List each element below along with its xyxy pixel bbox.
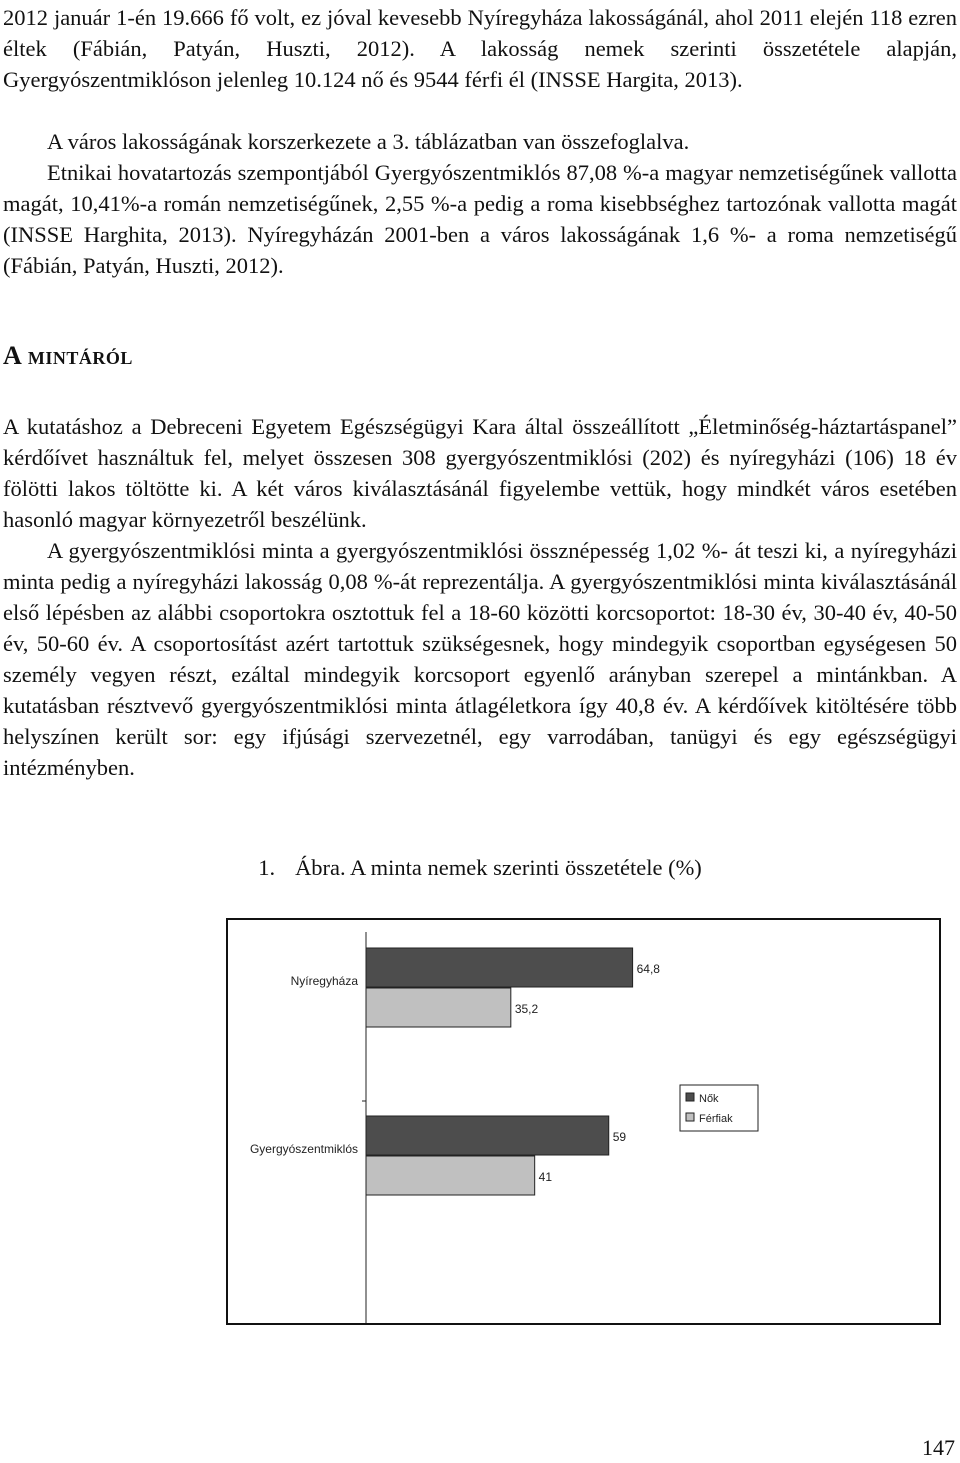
figure-number: 1. bbox=[258, 855, 276, 880]
legend-label-0: Nők bbox=[699, 1093, 719, 1105]
legend-swatch-1 bbox=[686, 1113, 694, 1121]
chart-canvas bbox=[228, 920, 939, 1323]
bar-0-1 bbox=[366, 988, 511, 1027]
figure-title: Ábra. A minta nemek szerinti összetétele (%) bbox=[295, 855, 702, 880]
legend-swatch-0 bbox=[686, 1093, 694, 1101]
section-paragraph-1: A kutatáshoz a Debreceni Egyetem Egészségügyi Kara által összeállított „Életminőség-háztartáspanel” kérdőívet használtuk fel, melyet összesen 308 gyergyószentmiklósi (202) és nyíregyházi (106) 18 év fölötti lakos töltötte ki. A két város kiválasztásánál figyelembe vettük, hogy mindkét város esetében hasonló magyar környezetről beszélünk. bbox=[3, 414, 957, 532]
section-paragraph-2: A gyergyószentmiklósi minta a gyergyószentmiklósi össznépesség 1,02 %- át teszi ki, a nyíregyházi minta pedig a nyíregyházi lakosság 0,08 %-át reprezentálja. A gyergyószentmiklósi minta kiválasztásánál első lépésben az alábbi csoportokra osztottuk fel a 18-60 közötti korcsoportot: 18-30 év, 30-40 év, 40-50 év, 50-60 év. A csoportosítást azért tartottuk szükségesnek, hogy mindegyik csoportban egységesen 50 személy vegyen részt, ezáltal mindegyik korcsoport egyenlő arányban szerepel a mintánkban. A kutatásban résztvevő gyergyószentmiklósi minta átlagéletkora így 40,8 év. A kérdőívek kitöltésére több helyszínen került sor: egy ifjúsági szervezetnél, egy varrodában, tanügyi és egy egészségügyi intézményben. bbox=[3, 538, 957, 780]
bar-1-1 bbox=[366, 1156, 535, 1195]
page-number: 147 bbox=[922, 1435, 955, 1460]
figure-caption bbox=[0, 852, 960, 883]
data-label-1-0: 59 bbox=[612, 1130, 627, 1144]
intro-paragraph-2: A város lakosságának korszerkezete a 3. táblázatban van összefoglalva. bbox=[47, 129, 690, 154]
intro-paragraph-1: 2012 január 1-én 19.666 fő volt, ez jóval kevesebb Nyíregyháza lakosságánál, ahol 2011 elején 118 ezren éltek (Fábián, Patyán, Huszti, 2012). A lakosság nemek szerinti összetétele alapján, Gyergyószentmiklóson jelenleg 10.124 nő és 9544 férfi él (INSSE Hargita, 2013). bbox=[3, 5, 957, 92]
intro-paragraph-3: Etnikai hovatartozás szempontjából Gyergyószentmiklós 87,08 %-a magyar nemzetiségűnek vallotta magát, 10,41%-a román nemzetiségűnek, 2,55 %-a pedig a roma kisebbséghez tartozónak vallotta magát (INSSE Harghita, 2013). Nyíregyházán 2001-ben a város lakosságának 1,6 %- a roma nemzetiségű (Fábián, Patyán, Huszti, 2012). bbox=[3, 160, 957, 278]
bar-1-0 bbox=[366, 1116, 609, 1155]
category-label-1: Gyergyószentmiklós bbox=[249, 1142, 358, 1156]
category-label-0: Nyíregyháza bbox=[290, 974, 358, 988]
bar-0-0 bbox=[366, 948, 633, 987]
data-label-0-0: 64,8 bbox=[636, 962, 660, 976]
data-label-1-1: 41 bbox=[538, 1170, 553, 1184]
data-label-0-1: 35,2 bbox=[514, 1002, 539, 1016]
section-heading: A mintáról bbox=[3, 341, 133, 370]
bar-chart bbox=[226, 918, 941, 1325]
legend-label-1: Férfiak bbox=[699, 1113, 733, 1125]
